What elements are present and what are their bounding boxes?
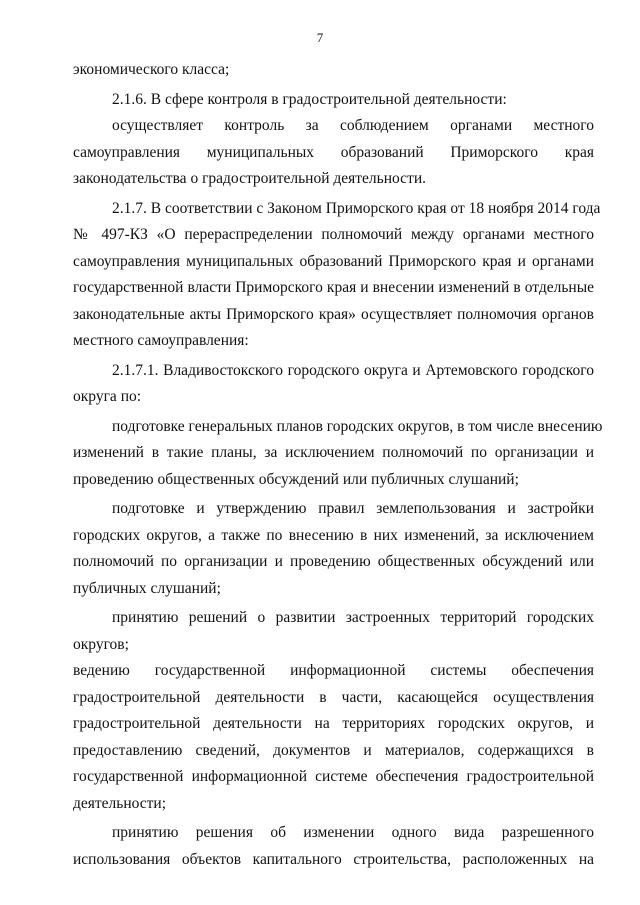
paragraph-2-1-7-1-districts <box>73 358 594 411</box>
text-line: 2.1.7.1. Владивостокского городского округа и Артемовского городского <box>112 361 594 379</box>
paragraph-permitted-use-change <box>73 820 594 873</box>
text-line: принятию решений о развитии застроенных территорий городских <box>112 609 594 626</box>
text-line: № 497-КЗ «О перераспределении полномочий между органами местного <box>73 226 594 243</box>
paragraph-2-1-6-control <box>73 113 594 193</box>
paragraph-built-up-territories <box>73 605 594 658</box>
text-line: экономического класса; <box>73 61 230 78</box>
paragraph-2-1-7-law <box>73 196 601 355</box>
text-line: государственной власти Приморского края и внесении изменений в отдельные <box>73 279 594 296</box>
paragraph-2-1-6-heading <box>73 87 594 114</box>
text-line: деятельности; <box>73 794 167 812</box>
text-line: 2.1.6. В сфере контроля в градостроительной деятельности: <box>112 90 507 108</box>
text-line: принятию решения об изменении одного вида разрешенного <box>112 824 594 841</box>
text-line: полномочий по организации и проведению общественных обсуждений или <box>73 553 594 570</box>
text-line: городских округов, а также по внесению в них изменений, за исключением <box>73 526 594 544</box>
text-line: градостроительной деятельности на территориях городских округов, и <box>73 715 594 732</box>
text-line: публичных слушаний; <box>73 579 221 597</box>
text-line: подготовке и утверждению правил землепользования и застройки <box>112 500 594 517</box>
text-line: проведению общественных обсуждений или публичных слушаний; <box>73 470 519 488</box>
text-line: градостроительной деятельности в части, касающейся осуществления <box>73 688 594 706</box>
paragraph-general-plans <box>73 414 603 494</box>
text-line: подготовке генеральных планов городских округов, в том числе внесению <box>112 417 603 435</box>
text-line: 2.1.7. В соответствии с Законом Приморского края от 18 ноября 2014 года <box>112 199 601 217</box>
text-line: округов; <box>73 635 129 653</box>
paragraph-information-system <box>73 658 594 817</box>
page-number: 7 <box>316 30 324 45</box>
text-line: самоуправления муниципальных образований Приморского края и органами <box>73 252 594 270</box>
text-line: ведению государственной информационной системы обеспечения <box>73 662 594 679</box>
text-line: государственной информационной системе обеспечения градостроительной <box>73 768 594 785</box>
text-line: законодательства о градостроительной деятельности. <box>73 170 426 187</box>
text-line: предоставлению сведений, документов и материалов, содержащихся в <box>73 741 594 759</box>
document-body <box>73 57 603 873</box>
text-line: законодательные акты Приморского края» осуществляет полномочия органов <box>73 305 594 323</box>
text-line: осуществляет контроль за соблюдением органами местного <box>112 117 594 134</box>
text-line: местного самоуправления: <box>73 332 249 349</box>
paragraph-land-use-rules <box>73 496 594 602</box>
text-line: изменений в такие планы, за исключением полномочий по организации и <box>73 444 594 461</box>
paragraph-continuation-economic-class <box>73 57 594 84</box>
text-line: округа по: <box>73 388 142 405</box>
text-line: использования объектов капитального строительства, расположенных на <box>73 850 594 868</box>
text-line: самоуправления муниципальных образований Приморского края <box>73 143 594 161</box>
